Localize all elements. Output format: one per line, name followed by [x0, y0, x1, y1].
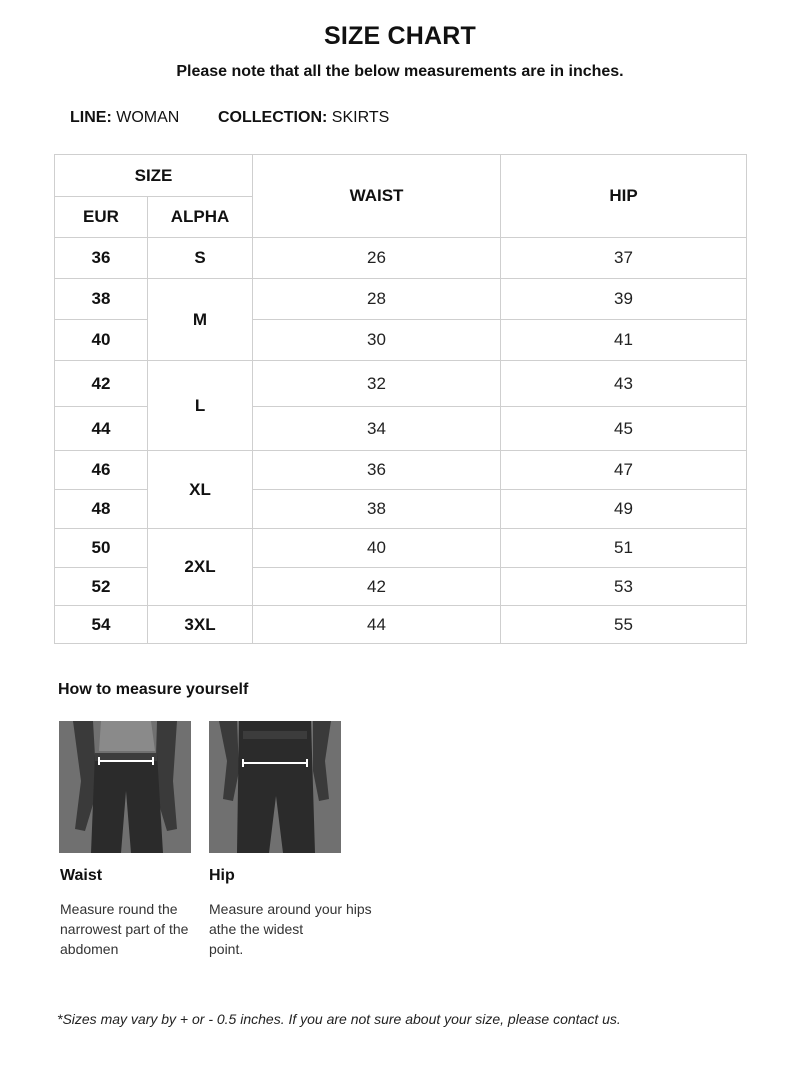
- hip-label: Hip: [209, 867, 235, 884]
- hip-cell: 51: [501, 529, 747, 568]
- table-row: [55, 451, 747, 490]
- waist-cell: 28: [253, 279, 501, 320]
- eur-cell: 50: [55, 529, 148, 568]
- line-label: LINE:: [70, 109, 112, 126]
- waist-label: Waist: [60, 867, 103, 884]
- hip-measure-image: [209, 721, 341, 853]
- waist-cell: 36: [253, 451, 501, 490]
- waist-description: [60, 899, 220, 959]
- line-value: WOMAN: [116, 109, 180, 126]
- collection-info: [218, 109, 389, 127]
- collection-label: COLLECTION:: [218, 109, 328, 126]
- hip-desc-line: point.: [209, 941, 244, 957]
- how-to-measure-title: How to measure yourself: [58, 681, 249, 698]
- eur-cell: 42: [55, 361, 148, 407]
- hip-cell: 43: [501, 361, 747, 407]
- waist-cell: 38: [253, 490, 501, 529]
- waist-measure-image: [59, 721, 191, 853]
- hip-cell: 55: [501, 606, 747, 644]
- table-row: [55, 279, 747, 320]
- page-subtitle: Please note that all the below measurements are in inches.: [176, 63, 624, 80]
- alpha-cell: M: [148, 279, 253, 361]
- waist-cell: 40: [253, 529, 501, 568]
- alpha-cell: S: [148, 238, 253, 279]
- eur-cell: 48: [55, 490, 148, 529]
- eur-cell: 54: [55, 606, 148, 644]
- hip-cell: 37: [501, 238, 747, 279]
- table-row: [55, 529, 747, 568]
- hip-cell: 49: [501, 490, 747, 529]
- eur-cell: 38: [55, 279, 148, 320]
- hip-cell: 41: [501, 320, 747, 361]
- eur-cell: 40: [55, 320, 148, 361]
- eur-cell: 44: [55, 407, 148, 451]
- hip-desc-line: athe the widest: [209, 921, 304, 937]
- header-eur: EUR: [55, 197, 148, 238]
- hip-desc-line: Measure around your hips: [209, 901, 372, 917]
- waist-desc-line: abdomen: [60, 941, 119, 957]
- size-table: [54, 154, 747, 644]
- alpha-cell: 3XL: [148, 606, 253, 644]
- line-info: [70, 109, 179, 127]
- table-row: [55, 238, 747, 279]
- hip-cell: 47: [501, 451, 747, 490]
- waist-cell: 30: [253, 320, 501, 361]
- table-row: [55, 361, 747, 407]
- waist-cell: 34: [253, 407, 501, 451]
- waist-desc-line: narrowest part of the: [60, 921, 189, 937]
- hip-cell: 45: [501, 407, 747, 451]
- waist-cell: 42: [253, 568, 501, 606]
- alpha-cell: L: [148, 361, 253, 451]
- waist-cell: 26: [253, 238, 501, 279]
- table-row: [55, 606, 747, 644]
- waist-cell: 44: [253, 606, 501, 644]
- collection-value: SKIRTS: [331, 109, 390, 126]
- waist-cell: 32: [253, 361, 501, 407]
- waist-desc-line: Measure round the: [60, 901, 178, 917]
- hip-description: [209, 899, 372, 959]
- hip-cell: 53: [501, 568, 747, 606]
- page-title: SIZE CHART: [324, 22, 476, 50]
- header-hip: HIP: [501, 155, 747, 238]
- alpha-cell: 2XL: [148, 529, 253, 606]
- header-size: SIZE: [55, 155, 253, 197]
- size-variance-note: *Sizes may vary by + or - 0.5 inches. If you are not sure about your size, please contact us.: [57, 1011, 621, 1027]
- header-waist: WAIST: [253, 155, 501, 238]
- hip-cell: 39: [501, 279, 747, 320]
- eur-cell: 46: [55, 451, 148, 490]
- eur-cell: 36: [55, 238, 148, 279]
- eur-cell: 52: [55, 568, 148, 606]
- header-alpha: ALPHA: [148, 197, 253, 238]
- alpha-cell: XL: [148, 451, 253, 529]
